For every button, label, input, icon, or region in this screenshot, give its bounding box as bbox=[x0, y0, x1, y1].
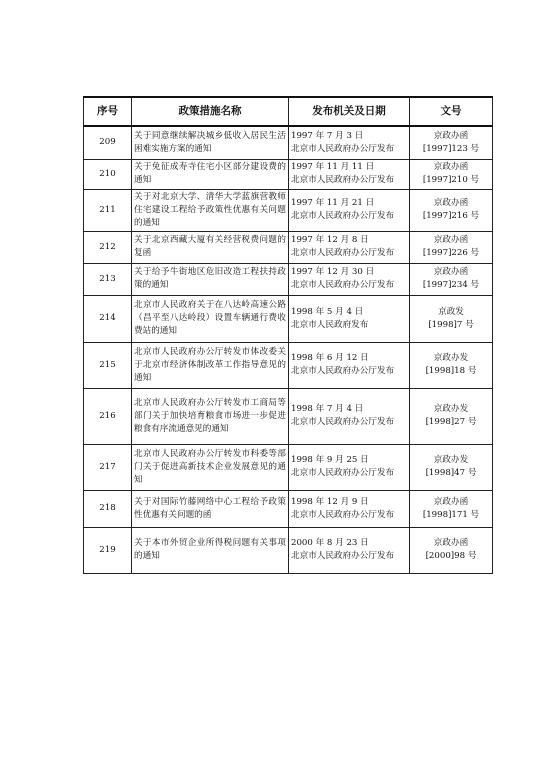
issue-date: 2000 年 8 月 23 日 bbox=[291, 538, 369, 548]
issue-date: 1998 年 5 月 4 日 bbox=[291, 306, 364, 317]
row-number: 219 bbox=[84, 527, 132, 573]
policy-name: 关于同意继续解决城乡低收入居民生活困难实施方案的通知 bbox=[132, 126, 289, 159]
header-policy-name: 政策措施名称 bbox=[132, 97, 289, 126]
issue-date: 1998 年 7 月 4 日 bbox=[291, 404, 364, 414]
issuer: 北京市人民政府办公厅发布 bbox=[291, 280, 395, 290]
document-prefix: 京政办发 bbox=[433, 404, 469, 414]
issuer-date-cell bbox=[289, 490, 410, 527]
document-serial: [1997]123 号 bbox=[422, 143, 480, 154]
issuer-date-cell bbox=[289, 263, 410, 295]
document-prefix: 京政办发 bbox=[433, 455, 469, 465]
header-number: 序号 bbox=[84, 97, 132, 126]
document-serial: [1997]226 号 bbox=[422, 248, 480, 258]
issuer-date-cell bbox=[289, 189, 410, 231]
policy-name: 北京市人民政府办公厅转发市工商局等部门关于加快培育粮食市场进一步促进粮食有序流通意见的通知 bbox=[132, 388, 289, 444]
issue-date: 1998 年 9 月 25 日 bbox=[291, 455, 369, 465]
issue-date: 1998 年 12 月 9 日 bbox=[291, 496, 369, 507]
row-number: 214 bbox=[84, 295, 132, 342]
table-row bbox=[84, 263, 493, 295]
row-number: 216 bbox=[84, 388, 132, 444]
document-number-cell bbox=[410, 263, 493, 295]
document-number-cell bbox=[410, 126, 493, 159]
document-serial: [1998]27 号 bbox=[425, 417, 477, 427]
issuer: 北京市人民政府办公厅发布 bbox=[291, 366, 395, 376]
document-serial: [1998]7 号 bbox=[428, 319, 474, 330]
issuer-date-cell bbox=[289, 295, 410, 342]
document-number-cell bbox=[410, 159, 493, 189]
issue-date: 1998 年 6 月 12 日 bbox=[291, 353, 369, 363]
row-number: 209 bbox=[84, 126, 132, 159]
document-prefix: 京政办发 bbox=[433, 353, 469, 363]
table-header-row bbox=[84, 97, 493, 126]
issuer: 北京市人民政府办公厅发布 bbox=[291, 143, 395, 154]
issuer-date-cell bbox=[289, 342, 410, 388]
policy-name: 关于对北京大学、清华大学蓝旗营教师住宅建设工程给予政策性优惠有关问题的通知 bbox=[132, 189, 289, 231]
policy-name: 关于北京西藏大厦有关经营税费问题的复函 bbox=[132, 231, 289, 263]
policy-name: 关于给予牛街地区危旧改造工程扶持政策的通知 bbox=[132, 263, 289, 295]
document-serial: [2000]98 号 bbox=[425, 551, 477, 561]
issuer-date-cell bbox=[289, 126, 410, 159]
header-issuer-date: 发布机关及日期 bbox=[289, 97, 410, 126]
table-row bbox=[84, 159, 493, 189]
policy-table bbox=[83, 96, 493, 574]
header-document-number: 文号 bbox=[410, 97, 493, 126]
row-number: 211 bbox=[84, 189, 132, 231]
document-prefix: 京政办函 bbox=[433, 267, 469, 277]
policy-name: 北京市人民政府办公厅转发市体改委关于北京市经济体制改革工作指导意见的通知 bbox=[132, 342, 289, 388]
document-prefix: 京政办函 bbox=[433, 235, 469, 245]
issuer: 北京市人民政府办公厅发布 bbox=[291, 175, 395, 185]
row-number: 218 bbox=[84, 490, 132, 527]
table-row bbox=[84, 295, 493, 342]
table-row bbox=[84, 342, 493, 388]
table-row bbox=[84, 490, 493, 527]
policy-name: 关于本市外贸企业所得税问题有关事项的通知 bbox=[132, 527, 289, 573]
document-serial: [1998]47 号 bbox=[425, 468, 477, 478]
document-prefix: 京政办函 bbox=[433, 538, 469, 548]
document-serial: [1997]234 号 bbox=[422, 280, 480, 290]
issuer-date-cell bbox=[289, 388, 410, 444]
issue-date: 1997 年 11 月 21 日 bbox=[291, 198, 375, 208]
issuer-date-cell bbox=[289, 527, 410, 573]
document-serial: [1998]18 号 bbox=[425, 366, 477, 376]
document-number-cell bbox=[410, 295, 493, 342]
row-number: 212 bbox=[84, 231, 132, 263]
document-serial: [1997]210 号 bbox=[422, 175, 480, 185]
issuer: 北京市人民政府办公厅发布 bbox=[291, 509, 395, 520]
table-row bbox=[84, 444, 493, 490]
issuer: 北京市人民政府发布 bbox=[291, 319, 369, 330]
document-serial: [1998]171 号 bbox=[422, 509, 480, 520]
document-prefix: 京政办函 bbox=[433, 496, 469, 507]
document-prefix: 京政发 bbox=[438, 306, 464, 317]
table-row bbox=[84, 527, 493, 573]
document-prefix: 京政办函 bbox=[433, 130, 469, 141]
issuer-date-cell bbox=[289, 444, 410, 490]
document-number-cell bbox=[410, 388, 493, 444]
document-number-cell bbox=[410, 189, 493, 231]
table-row bbox=[84, 126, 493, 159]
document-number-cell bbox=[410, 231, 493, 263]
issue-date: 1997 年 11 月 11 日 bbox=[291, 162, 375, 172]
issuer: 北京市人民政府办公厅发布 bbox=[291, 248, 395, 258]
policy-name: 关于免征成寿寺住宅小区部分建设费的通知 bbox=[132, 159, 289, 189]
issuer-date-cell bbox=[289, 159, 410, 189]
row-number: 210 bbox=[84, 159, 132, 189]
row-number: 213 bbox=[84, 263, 132, 295]
policy-name: 北京市人民政府关于在八达岭高速公路（昌平至八达岭段）设置车辆通行费收费站的通知 bbox=[132, 295, 289, 342]
document-number-cell bbox=[410, 444, 493, 490]
table-row bbox=[84, 231, 493, 263]
table-row bbox=[84, 189, 493, 231]
policy-name: 关于对国际竹藤网络中心工程给予政策性优惠有关问题的函 bbox=[132, 490, 289, 527]
table-row bbox=[84, 388, 493, 444]
issuer: 北京市人民政府办公厅发布 bbox=[291, 468, 395, 478]
document-number-cell bbox=[410, 527, 493, 573]
document-prefix: 京政办函 bbox=[433, 198, 469, 208]
row-number: 217 bbox=[84, 444, 132, 490]
issue-date: 1997 年 7 月 3 日 bbox=[291, 130, 364, 141]
issuer: 北京市人民政府办公厅发布 bbox=[291, 211, 395, 221]
row-number: 215 bbox=[84, 342, 132, 388]
issue-date: 1997 年 12 月 30 日 bbox=[291, 267, 375, 277]
document-serial: [1997]216 号 bbox=[422, 211, 480, 221]
document-prefix: 京政办函 bbox=[433, 162, 469, 172]
document-number-cell bbox=[410, 490, 493, 527]
issuer: 北京市人民政府办公厅发布 bbox=[291, 417, 395, 427]
document-number-cell bbox=[410, 342, 493, 388]
issue-date: 1997 年 12 月 8 日 bbox=[291, 235, 369, 245]
issuer: 北京市人民政府办公厅发布 bbox=[291, 551, 395, 561]
issuer-date-cell bbox=[289, 231, 410, 263]
policy-name: 北京市人民政府办公厅转发市科委等部门关于促进高新技术企业发展意见的通知 bbox=[132, 444, 289, 490]
